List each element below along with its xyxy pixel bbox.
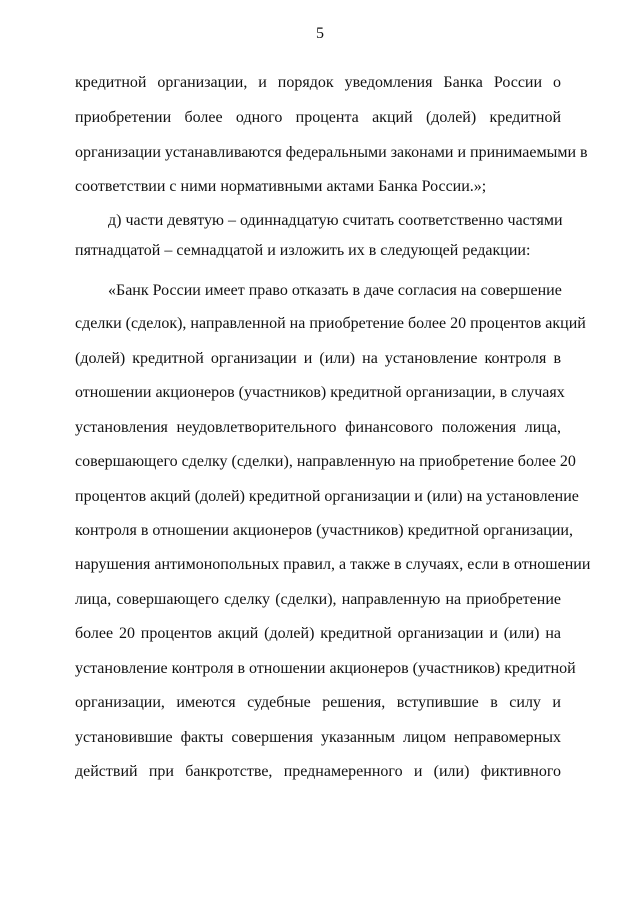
text-line: приобретении более одного процента акций (долей) кредитной (75, 109, 561, 126)
text-line: кредитной организации, и порядок уведомления Банка России о (75, 74, 561, 91)
text-line: соответствии с ними нормативными актами Банка России.»; (75, 178, 487, 195)
text-line: д) части девятую – одиннадцатую считать соответственно частями (108, 212, 563, 229)
text-line: отношении акционеров (участников) кредитной организации, в случаях (75, 384, 565, 401)
text-line: установившие факты совершения указанным лицом неправомерных (75, 729, 561, 746)
text-line: организации устанавливаются федеральными законами и принимаемыми в (75, 144, 588, 161)
text-line: установление контроля в отношении акционеров (участников) кредитной (75, 660, 576, 677)
text-line: лица, совершающего сделку (сделки), направленную на приобретение (75, 591, 561, 608)
text-line: действий при банкротстве, преднамеренного и (или) фиктивного (75, 763, 561, 780)
text-line: организации, имеются судебные решения, вступившие в силу и (75, 694, 561, 711)
text-line: нарушения антимонопольных правил, а также в случаях, если в отношении (75, 556, 591, 573)
text-line: контроля в отношении акционеров (участников) кредитной организации, (75, 522, 573, 539)
text-line: совершающего сделку (сделки), направленную на приобретение более 20 (75, 453, 576, 470)
page-number: 5 (316, 25, 324, 42)
text-line: более 20 процентов акций (долей) кредитной организации и (или) на (75, 625, 561, 642)
text-line: установления неудовлетворительного финансового положения лица, (75, 419, 561, 436)
text-line: (долей) кредитной организации и (или) на установление контроля в (75, 350, 561, 367)
text-line: процентов акций (долей) кредитной организации и (или) на установление (75, 488, 579, 505)
text-line: сделки (сделок), направленной на приобретение более 20 процентов акций (75, 315, 586, 332)
text-line: пятнадцатой – семнадцатой и изложить их в следующей редакции: (75, 242, 531, 259)
text-line: «Банк России имеет право отказать в даче согласия на совершение (108, 282, 562, 299)
